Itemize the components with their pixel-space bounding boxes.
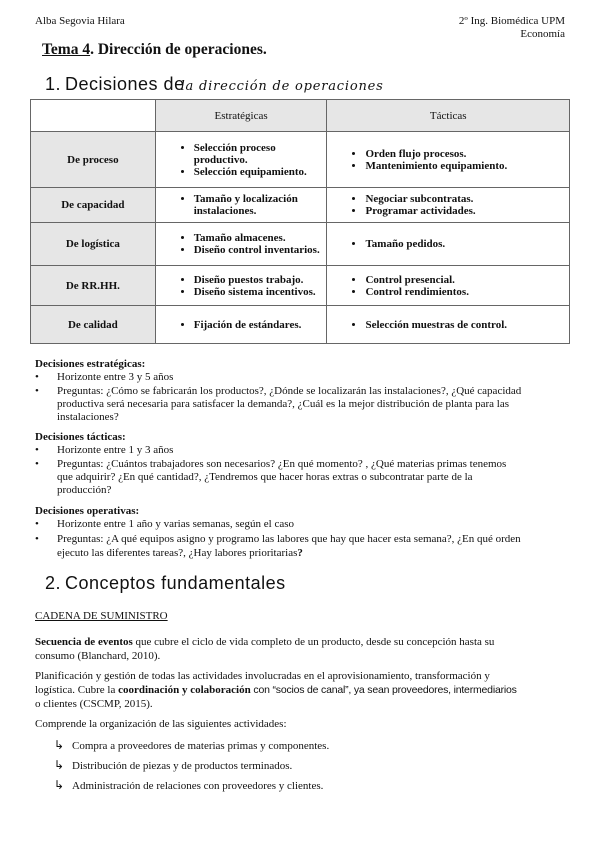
arrow-bullet-icon: ↳ (54, 778, 65, 792)
row-label: De RR.HH. (31, 266, 156, 306)
list-item: • Programar actividades. (365, 205, 569, 217)
list-item: • Negociar subcontratas. (365, 193, 569, 205)
supply-chain-heading: CADENA DE SUMINISTRO (35, 610, 168, 622)
table-header-row (31, 100, 570, 132)
list-item: • Control rendimientos. (365, 286, 569, 298)
tactical-cell (327, 266, 570, 306)
row-label: De capacidad (31, 188, 156, 223)
page-title (42, 41, 267, 59)
column-header-strategic: Estratégicas (155, 100, 327, 132)
section-2-number: 2. (45, 573, 62, 593)
arrow-bullet-icon: ↳ (54, 738, 65, 752)
tactical-cell (327, 306, 570, 344)
strategic-bullet-1: • Horizonte entre 3 y 5 años (35, 371, 174, 383)
list-item: • Selección proceso productivo. (194, 142, 327, 166)
strategic-bullet-2: • Preguntas: ¿Cómo se fabricarán los productos?, ¿Dónde se localizarán las instalaciones?, ¿Qué capacidad (35, 385, 522, 397)
table-row (31, 266, 570, 306)
table-row (31, 188, 570, 223)
table-row (31, 306, 570, 344)
list-item: • Diseño sistema incentivos. (194, 286, 327, 298)
activity-item: ↳ Compra a proveedores de materias primas y componentes. (54, 738, 330, 752)
subject-label: Economía (520, 28, 565, 40)
strategic-cell (155, 132, 327, 188)
strategic-heading: Decisiones estratégicas: (35, 358, 146, 370)
strategic-cell (155, 266, 327, 306)
operational-heading: Decisiones operativas: (35, 505, 140, 517)
list-item: • Selección equipamiento. (194, 166, 327, 178)
tactical-cell (327, 188, 570, 223)
tactical-bullet-2-line-3: producción? (57, 484, 112, 496)
tactical-bullet-1: • Horizonte entre 1 y 3 años (35, 444, 174, 456)
section-1-heading (45, 74, 384, 95)
table-row (31, 132, 570, 188)
arrow-bullet-icon: ↳ (54, 758, 65, 772)
paragraph-3: Comprende la organización de las siguientes actividades: (35, 718, 287, 730)
tactical-bullet-2-line-2: que adquirir? ¿En qué cantidad?, ¿Tendremos que hacer horas extras o subcontratar parte de la (57, 471, 473, 483)
tactical-cell (327, 132, 570, 188)
section-1-title-typed: Decisiones de (65, 74, 185, 94)
section-2-heading (45, 573, 286, 594)
strategic-bullet-2-line-3: instalaciones? (57, 411, 119, 423)
column-header-tactical: Tácticas (327, 100, 570, 132)
list-item: • Tamaño y localización instalaciones. (194, 193, 327, 217)
title-rest: . Dirección de operaciones. (90, 41, 267, 58)
list-item: • Diseño puestos trabajo. (194, 274, 327, 286)
list-item: • Orden flujo procesos. (365, 148, 569, 160)
decisions-table (30, 99, 570, 344)
strategic-bullet-2-line-2: productiva será necesaria para satisfacer la demanda?, ¿Cuál es la mejor distribución de planta para las (57, 398, 510, 410)
activity-item: ↳ Administración de relaciones con proveedores y clientes. (54, 778, 324, 792)
list-item: • Tamaño almacenes. (194, 232, 327, 244)
paragraph-2-line-2: logística. Cubre la coordinación y colaboración con “socios de canal”, ya sean proveedores, intermediarios (35, 684, 517, 696)
list-item: • Control presencial. (365, 274, 569, 286)
strategic-cell (155, 306, 327, 344)
strategic-cell (155, 188, 327, 223)
activity-item: ↳ Distribución de piezas y de productos terminados. (54, 758, 293, 772)
table-row (31, 223, 570, 266)
row-label: De proceso (31, 132, 156, 188)
list-item: • Diseño control inventarios. (194, 244, 327, 256)
course-label: 2º Ing. Biomédica UPM (458, 15, 565, 27)
operational-bullet-2-line-2: ejecuto las diferentes tareas?, ¿Hay labores prioritarias? (57, 547, 303, 559)
list-item: • Mantenimiento equipamiento. (365, 160, 569, 172)
paragraph-2-line-1: Planificación y gestión de todas las actividades involucradas en el aprovisionamiento, transformación y (35, 670, 490, 682)
row-label: De logística (31, 223, 156, 266)
section-1-title-script: la dirección de operaciones (180, 79, 384, 94)
title-prefix: Tema 4 (42, 41, 91, 58)
tactical-cell (327, 223, 570, 266)
row-label: De calidad (31, 306, 156, 344)
tactical-bullet-2: • Preguntas: ¿Cuántos trabajadores son necesarios? ¿En qué momento? , ¿Qué materias primas tenemos (35, 458, 507, 470)
section-1-number: 1. (45, 74, 62, 94)
table-corner-cell (31, 100, 156, 132)
operational-bullet-2: • Preguntas: ¿A qué equipos asigno y programo las labores que hay que hacer esta semana?, ¿En qué orden (35, 533, 521, 545)
paragraph-1-line-1: Secuencia de eventos que cubre el ciclo de vida completo de un producto, desde su concepción hasta su (35, 636, 495, 648)
strategic-cell (155, 223, 327, 266)
author-name: Alba Segovia Hilara (35, 15, 125, 27)
list-item: • Tamaño pedidos. (365, 238, 569, 250)
tactical-heading: Decisiones tácticas: (35, 431, 126, 443)
paragraph-2-line-3: o clientes (CSCMP, 2015). (35, 698, 153, 710)
operational-bullet-1: • Horizonte entre 1 año y varias semanas, según el caso (35, 518, 295, 530)
list-item: • Selección muestras de control. (365, 319, 569, 331)
paragraph-1-line-2: consumo (Blanchard, 2010). (35, 650, 161, 662)
section-2-title: Conceptos fundamentales (65, 573, 286, 593)
list-item: • Fijación de estándares. (194, 319, 327, 331)
